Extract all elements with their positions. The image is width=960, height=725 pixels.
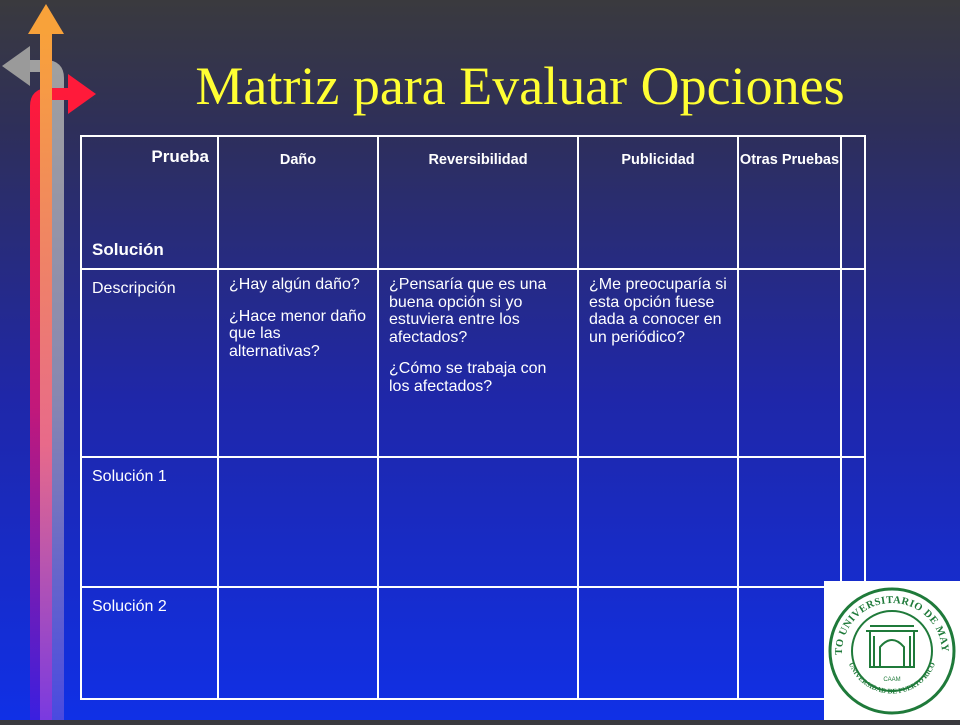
university-seal-logo xyxy=(824,581,960,720)
header-cell: Otras Pruebas xyxy=(738,136,841,269)
cell-question: ¿Me preocuparía si esta opción fuese dada a conocer en un periódico? xyxy=(589,276,727,346)
cell-question: ¿Hay algún daño? xyxy=(229,276,360,293)
table-cell xyxy=(218,587,378,699)
header-cell: Reversibilidad xyxy=(378,136,578,269)
table-cell xyxy=(841,457,865,587)
table-cell xyxy=(578,457,738,587)
header-cell: Publicidad xyxy=(578,136,738,269)
row-label: Descripción xyxy=(81,269,218,457)
cell-question: ¿Cómo se trabaja con los afectados? xyxy=(389,360,547,395)
header-row xyxy=(81,136,865,269)
table-row xyxy=(81,457,865,587)
table-cell xyxy=(578,269,738,457)
cell-question: ¿Pensaría que es una buena opción si yo estuviera entre los afectados? xyxy=(389,276,547,346)
seal-ring-text: TO UNIVERSITARIO DE MAY xyxy=(833,594,951,656)
table-cell xyxy=(218,457,378,587)
table-cell xyxy=(578,587,738,699)
evaluation-matrix xyxy=(80,135,866,700)
table-cell xyxy=(841,269,865,457)
table-cell xyxy=(218,269,378,457)
table-cell xyxy=(738,457,841,587)
header-cell xyxy=(841,136,865,269)
header-cell: Daño xyxy=(218,136,378,269)
table-row xyxy=(81,587,865,699)
table-row xyxy=(81,269,865,457)
table-cell xyxy=(738,269,841,457)
slide-title: Matriz para Evaluar Opciones xyxy=(195,56,845,116)
row-label: Solución 1 xyxy=(81,457,218,587)
corner-cell xyxy=(81,136,218,269)
table-cell xyxy=(378,457,578,587)
corner-label-test: Prueba xyxy=(151,147,209,166)
corner-label-solution: Solución xyxy=(92,240,164,259)
seal-center-text: CAAM xyxy=(883,677,901,683)
table-cell xyxy=(378,269,578,457)
cell-question: ¿Hace menor daño que las alternativas? xyxy=(229,307,366,360)
table-cell xyxy=(378,587,578,699)
seal-bottom-text: UNIVERSIDAD DE PUERTO RICO xyxy=(846,661,938,696)
row-label: Solución 2 xyxy=(81,587,218,699)
